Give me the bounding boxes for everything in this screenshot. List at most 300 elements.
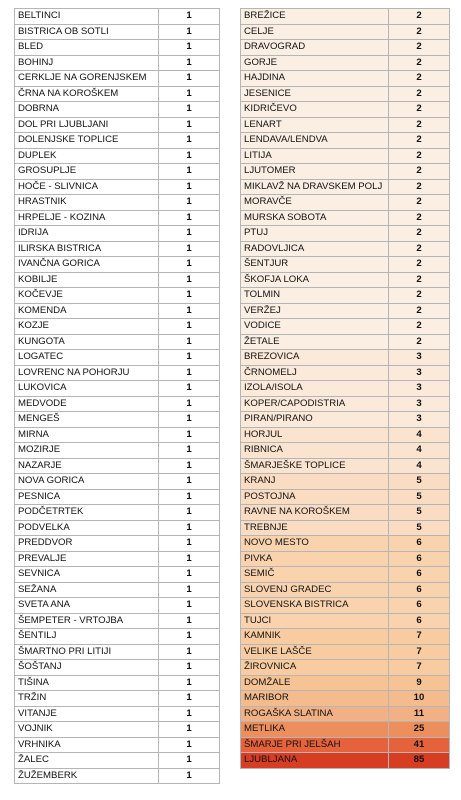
municipality-name: RAVNE NA KOROŠKEM — [241, 505, 389, 521]
case-count: 1 — [159, 753, 220, 769]
table-row — [241, 489, 450, 505]
case-count: 1 — [159, 350, 220, 366]
case-count: 7 — [389, 629, 450, 645]
municipality-name: IDRIJA — [15, 226, 159, 242]
table-row — [15, 396, 220, 412]
case-count: 2 — [389, 86, 450, 102]
case-count: 1 — [159, 133, 220, 149]
municipality-name: HRASTNIK — [15, 195, 159, 211]
municipality-name: ŽUŽEMBERK — [15, 768, 159, 784]
case-count: 6 — [389, 536, 450, 552]
table-row — [15, 567, 220, 583]
municipality-name: MEDVODE — [15, 396, 159, 412]
case-count: 25 — [389, 722, 450, 738]
case-count: 1 — [159, 102, 220, 118]
table-row — [241, 40, 450, 56]
municipality-name: ŠMARJEŠKE TOPLICE — [241, 458, 389, 474]
table-row — [15, 86, 220, 102]
case-count: 1 — [159, 613, 220, 629]
municipality-name: MOZIRJE — [15, 443, 159, 459]
case-count: 1 — [159, 396, 220, 412]
case-count: 1 — [159, 288, 220, 304]
municipality-name: ŠOŠTANJ — [15, 660, 159, 676]
table-row — [241, 381, 450, 397]
table-row — [15, 272, 220, 288]
municipality-name: SEŽANA — [15, 582, 159, 598]
municipality-name: ŽIROVNICA — [241, 660, 389, 676]
municipality-name: KOBILJE — [15, 272, 159, 288]
table-row — [241, 753, 450, 769]
case-count: 85 — [389, 753, 450, 769]
table-row — [241, 458, 450, 474]
case-count: 5 — [389, 489, 450, 505]
case-count: 1 — [159, 9, 220, 25]
table-row — [241, 195, 450, 211]
municipality-name: BREZOVICA — [241, 350, 389, 366]
case-count: 1 — [159, 334, 220, 350]
case-count: 1 — [159, 195, 220, 211]
table-row — [15, 675, 220, 691]
table-row — [15, 551, 220, 567]
table-row — [241, 117, 450, 133]
municipality-name: TOLMIN — [241, 288, 389, 304]
table-row — [15, 737, 220, 753]
table-row — [241, 102, 450, 118]
case-count: 2 — [389, 71, 450, 87]
case-count: 2 — [389, 319, 450, 335]
municipality-name: DOBRNA — [15, 102, 159, 118]
municipality-name: JESENICE — [241, 86, 389, 102]
municipality-name: POSTOJNA — [241, 489, 389, 505]
table-row — [15, 474, 220, 490]
municipality-name: BLED — [15, 40, 159, 56]
left-table-body — [15, 9, 220, 784]
case-count: 2 — [389, 117, 450, 133]
table-row — [241, 536, 450, 552]
table-row — [241, 644, 450, 660]
municipality-name: LJUTOMER — [241, 164, 389, 180]
case-count: 1 — [159, 567, 220, 583]
municipality-name: LJUBLJANA — [241, 753, 389, 769]
table-row — [15, 536, 220, 552]
municipality-name: TRŽIN — [15, 691, 159, 707]
municipality-name: ŽALEC — [15, 753, 159, 769]
case-count: 2 — [389, 164, 450, 180]
case-count: 2 — [389, 334, 450, 350]
municipality-name: ČRNOMELJ — [241, 365, 389, 381]
case-count: 6 — [389, 598, 450, 614]
case-count: 1 — [159, 226, 220, 242]
municipality-name: MURSKA SOBOTA — [241, 210, 389, 226]
case-count: 1 — [159, 86, 220, 102]
case-count: 1 — [159, 474, 220, 490]
case-count: 2 — [389, 210, 450, 226]
municipality-table-left — [14, 8, 220, 784]
case-count: 2 — [389, 288, 450, 304]
municipality-name: HOČE - SLIVNICA — [15, 179, 159, 195]
municipality-name: MENGEŠ — [15, 412, 159, 428]
case-count: 6 — [389, 551, 450, 567]
table-row — [241, 443, 450, 459]
table-row — [241, 551, 450, 567]
case-count: 2 — [389, 102, 450, 118]
municipality-name: PIRAN/PIRANO — [241, 412, 389, 428]
case-count: 11 — [389, 706, 450, 722]
municipality-name: BREŽICE — [241, 9, 389, 25]
case-count: 6 — [389, 613, 450, 629]
table-row — [15, 133, 220, 149]
case-count: 1 — [159, 706, 220, 722]
table-row — [241, 427, 450, 443]
municipality-name: DRAVOGRAD — [241, 40, 389, 56]
table-row — [15, 644, 220, 660]
table-row — [241, 24, 450, 40]
case-count: 2 — [389, 179, 450, 195]
table-row — [15, 443, 220, 459]
table-row — [241, 613, 450, 629]
table-row — [241, 365, 450, 381]
table-row — [15, 195, 220, 211]
case-count: 3 — [389, 412, 450, 428]
case-count: 3 — [389, 350, 450, 366]
case-count: 1 — [159, 210, 220, 226]
case-count: 1 — [159, 691, 220, 707]
table-row — [15, 505, 220, 521]
municipality-name: ŠKOFJA LOKA — [241, 272, 389, 288]
municipality-name: BISTRICA OB SOTLI — [15, 24, 159, 40]
table-row — [15, 24, 220, 40]
municipality-name: HAJDINA — [241, 71, 389, 87]
case-count: 1 — [159, 582, 220, 598]
case-count: 2 — [389, 226, 450, 242]
table-row — [15, 458, 220, 474]
case-count: 1 — [159, 458, 220, 474]
municipality-name: DOL PRI LJUBLJANI — [15, 117, 159, 133]
case-count: 2 — [389, 40, 450, 56]
table-row — [241, 629, 450, 645]
table-row — [241, 133, 450, 149]
municipality-name: MARIBOR — [241, 691, 389, 707]
municipality-name: SEMIČ — [241, 567, 389, 583]
table-row — [15, 489, 220, 505]
case-count: 1 — [159, 381, 220, 397]
municipality-name: ILIRSKA BISTRICA — [15, 241, 159, 257]
case-count: 2 — [389, 24, 450, 40]
table-row — [15, 629, 220, 645]
case-count: 2 — [389, 195, 450, 211]
municipality-name: KOMENDA — [15, 303, 159, 319]
case-count: 2 — [389, 272, 450, 288]
municipality-name: VITANJE — [15, 706, 159, 722]
municipality-name: CERKLJE NA GORENJSKEM — [15, 71, 159, 87]
table-row — [241, 241, 450, 257]
case-count: 4 — [389, 427, 450, 443]
table-row — [15, 365, 220, 381]
municipality-name: KOČEVJE — [15, 288, 159, 304]
case-count: 1 — [159, 427, 220, 443]
municipality-name: VODICE — [241, 319, 389, 335]
table-row — [241, 582, 450, 598]
table-row — [15, 598, 220, 614]
municipality-name: PODVELKA — [15, 520, 159, 536]
municipality-name: ŠEMPETER - VRTOJBA — [15, 613, 159, 629]
case-count: 41 — [389, 737, 450, 753]
municipality-name: IZOLA/ISOLA — [241, 381, 389, 397]
case-count: 1 — [159, 505, 220, 521]
municipality-name: RIBNICA — [241, 443, 389, 459]
case-count: 1 — [159, 737, 220, 753]
municipality-name: SVETA ANA — [15, 598, 159, 614]
municipality-name: ROGAŠKA SLATINA — [241, 706, 389, 722]
case-count: 1 — [159, 598, 220, 614]
case-count: 5 — [389, 520, 450, 536]
municipality-name: DOMŽALE — [241, 675, 389, 691]
table-row — [15, 303, 220, 319]
municipality-name: VRHNIKA — [15, 737, 159, 753]
municipality-name: ŠENTJUR — [241, 257, 389, 273]
table-row — [15, 706, 220, 722]
municipality-name: PTUJ — [241, 226, 389, 242]
table-row — [15, 660, 220, 676]
municipality-name: SLOVENJ GRADEC — [241, 582, 389, 598]
municipality-table-right — [240, 8, 450, 769]
case-count: 1 — [159, 303, 220, 319]
case-count: 5 — [389, 474, 450, 490]
case-count: 1 — [159, 443, 220, 459]
case-count: 2 — [389, 241, 450, 257]
municipality-name: NOVA GORICA — [15, 474, 159, 490]
table-row — [15, 412, 220, 428]
case-count: 1 — [159, 179, 220, 195]
municipality-name: KIDRIČEVO — [241, 102, 389, 118]
table-row — [15, 350, 220, 366]
table-row — [15, 288, 220, 304]
case-count: 1 — [159, 660, 220, 676]
municipality-name: KOZJE — [15, 319, 159, 335]
case-count: 1 — [159, 71, 220, 87]
table-row — [15, 9, 220, 25]
table-row — [241, 257, 450, 273]
case-count: 1 — [159, 489, 220, 505]
case-count: 3 — [389, 365, 450, 381]
table-row — [15, 427, 220, 443]
municipality-name: PESNICA — [15, 489, 159, 505]
case-count: 1 — [159, 551, 220, 567]
municipality-name: KUNGOTA — [15, 334, 159, 350]
municipality-name: LOGATEC — [15, 350, 159, 366]
table-row — [241, 86, 450, 102]
municipality-name: GROSUPLJE — [15, 164, 159, 180]
case-count: 1 — [159, 40, 220, 56]
municipality-name: VELIKE LAŠČE — [241, 644, 389, 660]
table-row — [15, 164, 220, 180]
municipality-name: NAZARJE — [15, 458, 159, 474]
case-count: 3 — [389, 381, 450, 397]
table-row — [241, 598, 450, 614]
case-count: 6 — [389, 582, 450, 598]
table-row — [241, 319, 450, 335]
municipality-name: BELTINCI — [15, 9, 159, 25]
table-row — [15, 40, 220, 56]
table-row — [15, 71, 220, 87]
table-row — [241, 660, 450, 676]
table-row — [15, 257, 220, 273]
municipality-name: CELJE — [241, 24, 389, 40]
case-count: 1 — [159, 241, 220, 257]
municipality-name: VOJNIK — [15, 722, 159, 738]
municipality-name: METLIKA — [241, 722, 389, 738]
table-row — [15, 102, 220, 118]
case-count: 3 — [389, 396, 450, 412]
table-row — [241, 505, 450, 521]
municipality-name: LENDAVA/LENDVA — [241, 133, 389, 149]
table-row — [15, 148, 220, 164]
municipality-name: ŠENTILJ — [15, 629, 159, 645]
municipality-name: LOVRENC NA POHORJU — [15, 365, 159, 381]
municipality-name: MIRNA — [15, 427, 159, 443]
municipality-name: ČRNA NA KOROŠKEM — [15, 86, 159, 102]
case-count: 1 — [159, 520, 220, 536]
case-count: 1 — [159, 55, 220, 71]
municipality-name: PREDDVOR — [15, 536, 159, 552]
case-count: 1 — [159, 629, 220, 645]
table-row — [241, 55, 450, 71]
case-count: 7 — [389, 644, 450, 660]
table-row — [15, 722, 220, 738]
municipality-name: SLOVENSKA BISTRICA — [241, 598, 389, 614]
municipality-name: RADOVLJICA — [241, 241, 389, 257]
municipality-name: ŽETALE — [241, 334, 389, 350]
municipality-name: NOVO MESTO — [241, 536, 389, 552]
table-row — [15, 226, 220, 242]
table-row — [241, 148, 450, 164]
case-count: 1 — [159, 319, 220, 335]
municipality-name: BOHINJ — [15, 55, 159, 71]
municipality-name: DUPLEK — [15, 148, 159, 164]
case-count: 1 — [159, 365, 220, 381]
table-row — [241, 226, 450, 242]
municipality-name: VERŽEJ — [241, 303, 389, 319]
case-count: 1 — [159, 148, 220, 164]
table-row — [15, 210, 220, 226]
table-row — [241, 272, 450, 288]
case-count: 1 — [159, 257, 220, 273]
case-count: 1 — [159, 117, 220, 133]
case-count: 7 — [389, 660, 450, 676]
case-count: 1 — [159, 768, 220, 784]
table-row — [241, 691, 450, 707]
case-count: 2 — [389, 303, 450, 319]
municipality-name: MIKLAVŽ NA DRAVSKEM POLJ — [241, 179, 389, 195]
municipality-name: KAMNIK — [241, 629, 389, 645]
case-count: 5 — [389, 505, 450, 521]
table-row — [241, 71, 450, 87]
municipality-name: LUKOVICA — [15, 381, 159, 397]
table-row — [15, 691, 220, 707]
table-row — [241, 9, 450, 25]
municipality-name: SEVNICA — [15, 567, 159, 583]
table-row — [241, 164, 450, 180]
municipality-name: PIVKA — [241, 551, 389, 567]
municipality-name: LITIJA — [241, 148, 389, 164]
table-row — [15, 613, 220, 629]
table-row — [241, 288, 450, 304]
table-row — [15, 381, 220, 397]
table-row — [15, 768, 220, 784]
table-row — [15, 241, 220, 257]
case-count: 9 — [389, 675, 450, 691]
table-row — [15, 334, 220, 350]
case-count: 1 — [159, 722, 220, 738]
table-row — [241, 567, 450, 583]
municipality-name: DOLENJSKE TOPLICE — [15, 133, 159, 149]
table-row — [241, 474, 450, 490]
table-row — [15, 55, 220, 71]
municipality-name: IVANČNA GORICA — [15, 257, 159, 273]
case-count: 2 — [389, 148, 450, 164]
table-row — [15, 117, 220, 133]
municipality-name: TIŠINA — [15, 675, 159, 691]
case-count: 1 — [159, 24, 220, 40]
municipality-name: MORAVČE — [241, 195, 389, 211]
municipality-name: HORJUL — [241, 427, 389, 443]
case-count: 1 — [159, 675, 220, 691]
table-row — [241, 412, 450, 428]
case-count: 4 — [389, 458, 450, 474]
table-row — [241, 520, 450, 536]
case-count: 2 — [389, 9, 450, 25]
municipality-name: TREBNJE — [241, 520, 389, 536]
right-table-body — [241, 9, 450, 769]
table-row — [15, 179, 220, 195]
case-count: 2 — [389, 257, 450, 273]
table-row — [241, 737, 450, 753]
case-count: 10 — [389, 691, 450, 707]
municipality-name: HRPELJE - KOZINA — [15, 210, 159, 226]
table-row — [241, 334, 450, 350]
table-row — [241, 396, 450, 412]
municipality-name: KOPER/CAPODISTRIA — [241, 396, 389, 412]
table-row — [15, 582, 220, 598]
municipality-name: ŠMARTNO PRI LITIJI — [15, 644, 159, 660]
municipality-name: GORJE — [241, 55, 389, 71]
case-count: 1 — [159, 412, 220, 428]
case-count: 1 — [159, 536, 220, 552]
table-row — [15, 319, 220, 335]
table-row — [241, 179, 450, 195]
municipality-name: ŠMARJE PRI JELŠAH — [241, 737, 389, 753]
municipality-name: KRANJ — [241, 474, 389, 490]
table-row — [241, 350, 450, 366]
table-row — [241, 675, 450, 691]
table-row — [15, 520, 220, 536]
municipality-name: LENART — [241, 117, 389, 133]
table-row — [241, 210, 450, 226]
municipality-name: PODČETRTEK — [15, 505, 159, 521]
case-count: 4 — [389, 443, 450, 459]
table-row — [241, 303, 450, 319]
table-row — [15, 753, 220, 769]
municipality-name: TUJCI — [241, 613, 389, 629]
case-count: 6 — [389, 567, 450, 583]
case-count: 2 — [389, 133, 450, 149]
table-row — [241, 706, 450, 722]
case-count: 1 — [159, 644, 220, 660]
case-count: 1 — [159, 164, 220, 180]
table-row — [241, 722, 450, 738]
case-count: 2 — [389, 55, 450, 71]
municipality-name: PREVALJE — [15, 551, 159, 567]
